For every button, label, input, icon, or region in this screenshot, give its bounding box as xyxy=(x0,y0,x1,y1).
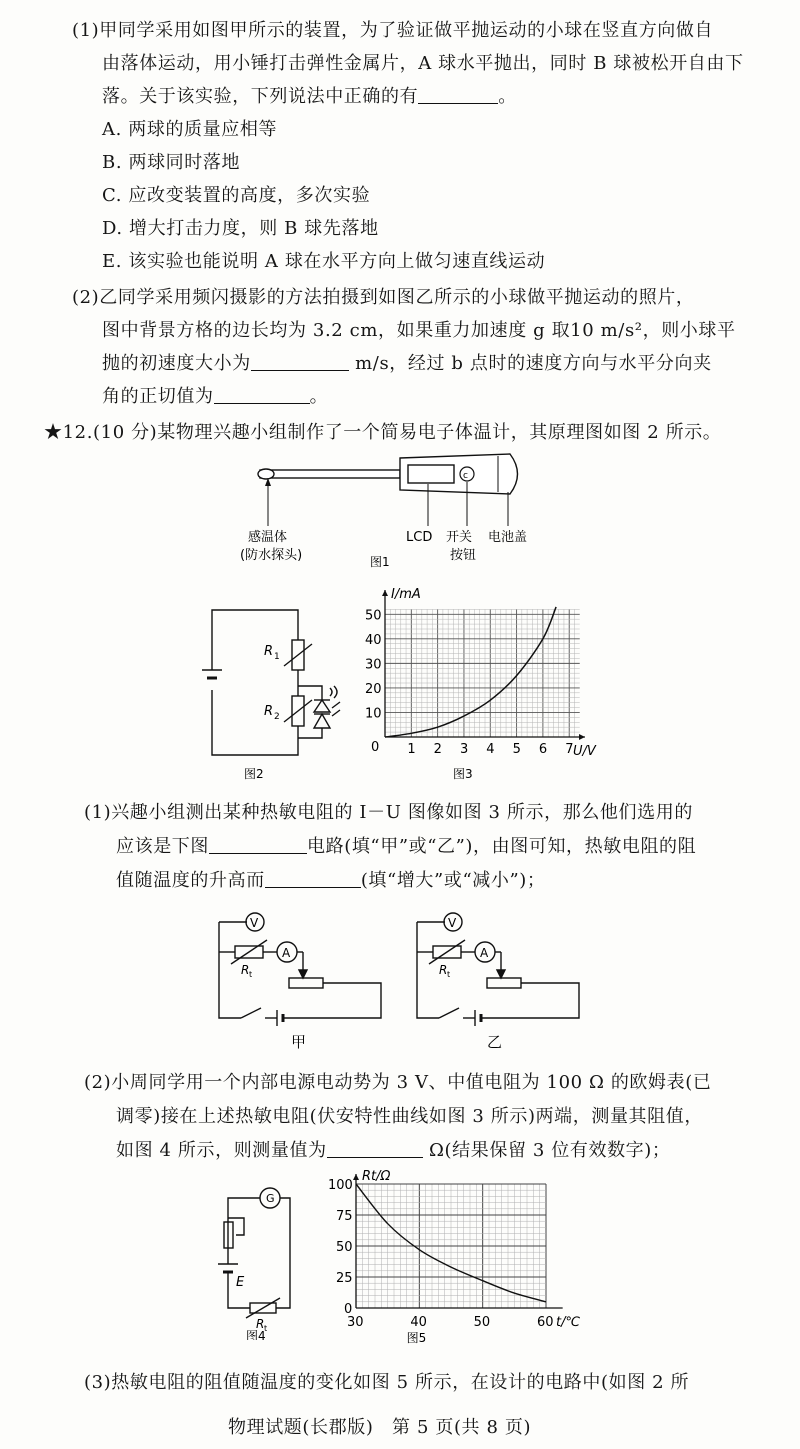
label-lcd: LCD xyxy=(406,530,433,545)
x-tick-label: 50 xyxy=(473,1315,491,1330)
fig2-circuit xyxy=(196,600,356,780)
rheostat-yi xyxy=(487,978,521,988)
y-tick-label: 10 xyxy=(365,706,382,722)
y-tick-label: 0 xyxy=(344,1302,353,1317)
svg-text:R: R xyxy=(264,704,274,719)
x-tick-label: 40 xyxy=(410,1315,427,1330)
option-b: B. 两球同时落地 xyxy=(102,152,241,173)
q11-p2-line4: 角的正切值为 。 xyxy=(102,386,329,407)
fig5-caption: 图5 xyxy=(406,1331,427,1345)
answer-blank[interactable] xyxy=(418,85,498,104)
y-axis-arrow xyxy=(382,590,388,596)
answer-blank[interactable] xyxy=(209,835,307,854)
answer-blank[interactable] xyxy=(327,1139,423,1158)
label-probe: (防水探头) xyxy=(240,548,303,563)
svg-text:R: R xyxy=(264,644,274,659)
x-tick-label: 60 xyxy=(537,1315,554,1330)
y-axis-label: I/mA xyxy=(391,587,421,602)
probe-shaft xyxy=(260,470,400,478)
label-jia: 甲 xyxy=(291,1033,307,1050)
q12-header: ★12.(10 分)某物理兴趣小组制作了一个简易电子体温计，其原理图如图 2 所示。 xyxy=(44,422,722,443)
label-yi: 乙 xyxy=(487,1033,503,1050)
x-tick-label: 7 xyxy=(565,742,574,757)
fig3-iu-chart xyxy=(345,582,605,782)
y-tick-label: 20 xyxy=(365,681,382,697)
q11-p1-line1: (1)甲同学采用如图甲所示的装置，为了验证做平抛运动的小球在竖直方向做自 xyxy=(72,20,714,41)
y-tick-label: 40 xyxy=(365,632,382,648)
option-a: A. 两球的质量应相等 xyxy=(102,119,278,140)
y-tick-label: 25 xyxy=(336,1271,353,1286)
q12-p3-line1: (3)热敏电阻的阻值随温度的变化如图 5 所示，在设计的电路中(如图 2 所 xyxy=(84,1372,690,1393)
answer-blank[interactable] xyxy=(265,869,361,888)
svg-text:A: A xyxy=(282,946,291,960)
answer-blank[interactable] xyxy=(251,352,349,371)
x-tick-label: 4 xyxy=(486,742,495,757)
fig2-caption: 图2 xyxy=(244,767,264,780)
fig5-rt-chart xyxy=(322,1166,592,1346)
x-axis-label: t/℃ xyxy=(556,1315,581,1330)
q12-p1-line2: 应该是下图 电路(填“甲”或“乙”)，由图可知，热敏电阻的阻 xyxy=(116,836,697,857)
svg-text:2: 2 xyxy=(274,712,280,722)
svg-text:t: t xyxy=(264,1324,268,1333)
probe-tip xyxy=(258,469,274,479)
q12-p2-line2: 调零)接在上述热敏电阻(伏安特性曲线如图 3 所示)两端，测量其阻值， xyxy=(116,1106,703,1127)
switch-jia xyxy=(241,1008,261,1018)
diode xyxy=(314,700,330,712)
fig4-circuit xyxy=(210,1180,320,1340)
q11-p1-line3: 落。关于该实验，下列说法中正确的有 。 xyxy=(102,86,517,107)
svg-text:E: E xyxy=(236,1275,245,1290)
q12-p2-line1: (2)小周同学用一个内部电源电动势为 3 V、中值电阻为 100 Ω 的欧姆表(已 xyxy=(84,1072,712,1093)
x-tick-label: 3 xyxy=(459,742,469,757)
q11-p2-line2: 图中背景方格的边长均为 3.2 cm，如果重力加速度 g 取10 m/s²，则小球平 xyxy=(102,320,736,341)
q12-p2-line3: 如图 4 所示，则测量值为 Ω(结果保留 3 位有效数字)； xyxy=(116,1140,671,1161)
q11-p2-line3: 抛的初速度大小为 m/s，经过 b 点时的速度方向与水平分向夹 xyxy=(102,353,712,374)
origin-label: 0 xyxy=(371,740,380,755)
y-tick-label: 75 xyxy=(336,1209,353,1224)
fig4-caption: 图4 xyxy=(246,1329,266,1340)
x-tick-label: 5 xyxy=(512,742,521,757)
q12-p1-line3: 值随温度的升高而 (填“增大”或“减小”)； xyxy=(116,870,546,891)
x-axis-arrow xyxy=(579,734,585,740)
label-battery-cover: 电池盖 xyxy=(488,530,528,545)
svg-text:A: A xyxy=(480,946,489,960)
svg-text:1: 1 xyxy=(274,652,280,662)
x-tick-label: 2 xyxy=(433,742,442,757)
option-c: C. 应改变装置的高度，多次实验 xyxy=(102,185,371,206)
x-tick-label: 1 xyxy=(407,742,416,757)
label-switch: 开关 xyxy=(446,530,473,545)
svg-text:R: R xyxy=(241,963,250,977)
x-tick-label: 6 xyxy=(538,742,548,757)
svg-text:R: R xyxy=(439,963,448,977)
q11-p1-line2: 由落体运动，用小锤打击弹性金属片，A 球水平抛出，同时 B 球被松开自由下 xyxy=(102,53,744,74)
svg-text:t: t xyxy=(249,970,253,979)
fig3-caption: 图3 xyxy=(453,767,473,781)
fig1-caption: 图1 xyxy=(370,555,390,569)
q11-p2-line1: (2)乙同学采用频闪摄影的方法拍摄到如图乙所示的小球做平抛运动的照片， xyxy=(72,287,695,308)
y-tick-label: 50 xyxy=(336,1240,353,1255)
fig1-thermometer xyxy=(240,448,540,570)
speaker-waves xyxy=(330,686,337,698)
x-axis-label: U/V xyxy=(573,744,596,759)
y-axis-arrow xyxy=(353,1174,359,1180)
svg-text:V: V xyxy=(250,916,259,930)
svg-text:t: t xyxy=(447,970,451,979)
label-button: 按钮 xyxy=(450,548,477,563)
label-sensor: 感温体 xyxy=(248,530,288,545)
option-e: E. 该实验也能说明 A 球在水平方向上做匀速直线运动 xyxy=(102,251,546,272)
q12-p1-line1: (1)兴趣小组测出某种热敏电阻的 I－U 图像如图 3 所示，那么他们选用的 xyxy=(84,802,693,823)
answer-blank[interactable] xyxy=(214,385,310,404)
x-tick-label: 30 xyxy=(347,1315,364,1330)
switch-yi xyxy=(439,1008,459,1018)
y-tick-label: 50 xyxy=(365,608,382,624)
svg-text:c: c xyxy=(463,471,468,481)
rheostat-jia xyxy=(289,978,323,988)
page-footer: 物理试题(长郡版) 第 5 页(共 8 页) xyxy=(228,1417,532,1438)
circuits-jia-yi xyxy=(205,902,595,1050)
y-tick-label: 30 xyxy=(365,657,382,673)
svg-text:G: G xyxy=(266,1192,275,1205)
y-tick-label: 100 xyxy=(328,1178,353,1193)
option-d: D. 增大打击力度，则 B 球先落地 xyxy=(102,218,379,239)
lcd-screen xyxy=(408,465,454,483)
y-axis-label: Rt/Ω xyxy=(362,1169,391,1184)
svg-text:V: V xyxy=(448,916,457,930)
svg-text:R: R xyxy=(256,1317,265,1331)
